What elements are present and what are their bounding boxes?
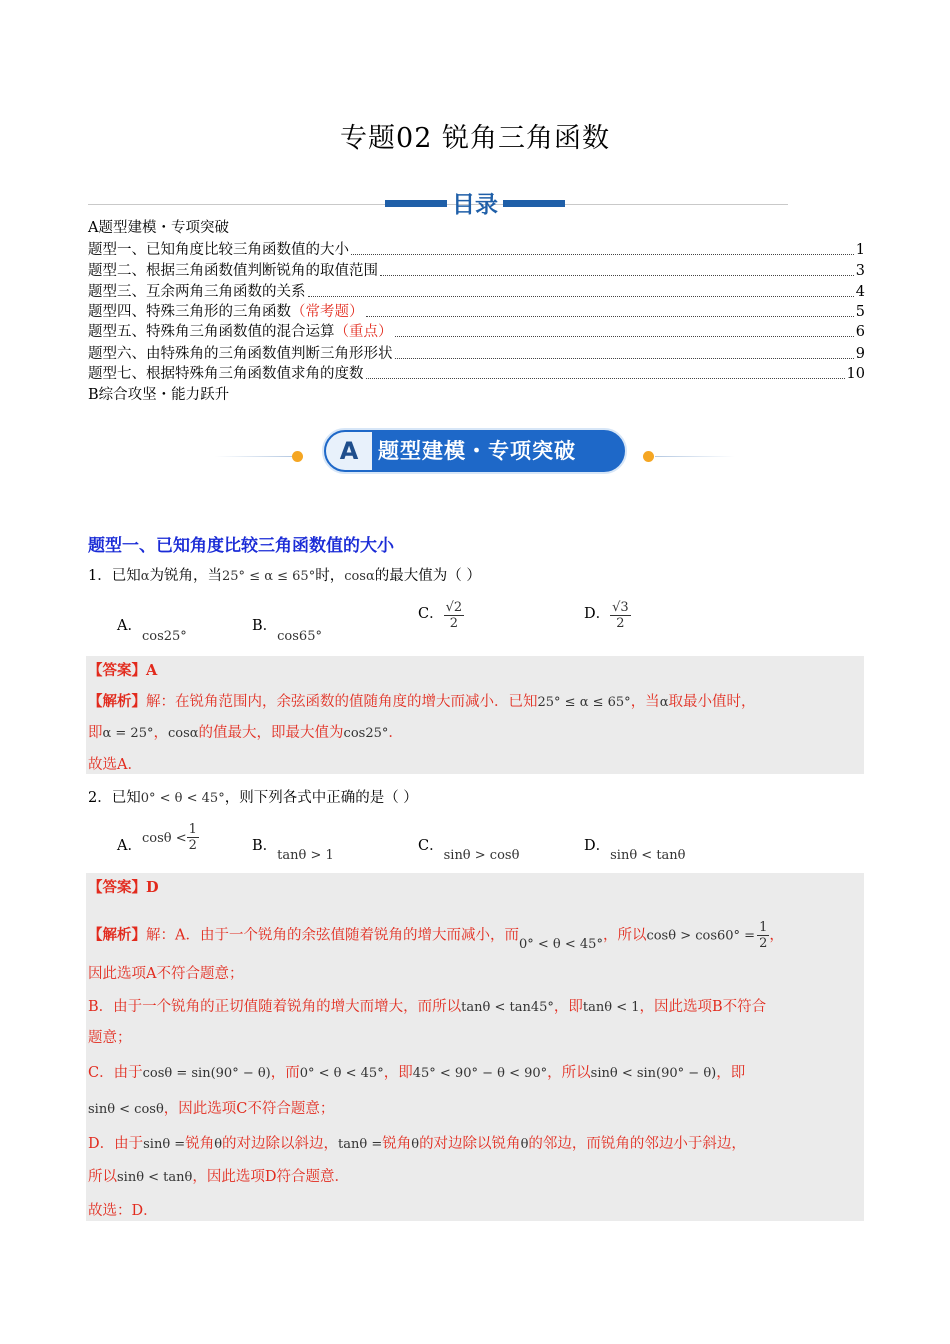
q1-option-a[interactable]: A．cos25° [117, 618, 187, 644]
toc-item[interactable]: 题型五、特殊角三角函数值的混合运算 （重点） 6 [88, 324, 865, 340]
q2-analysis-b-line-2: 题意； [88, 1030, 132, 1046]
banner-dot-right [643, 451, 654, 462]
q2-analysis-c-line-1: C．由于cosθ = sin(90° − θ)，而0° < θ < 45°，即45° < 90° − θ < 90°，所以sinθ < sin(90° − θ)，即 [88, 1065, 746, 1081]
banner-dot-left [292, 451, 303, 462]
q1-conclusion: 故选A． [88, 757, 142, 773]
q2-option-d[interactable]: D．sinθ < tanθ [584, 838, 686, 863]
q2-analysis-b-line-1: B．由于一个锐角的正切值随着锐角的增大而增大，而所以tanθ < tan45°，即tanθ < 1，因此选项B不符合 [88, 999, 767, 1015]
q1-analysis-line-2: 即α = 25°，cosα的值最大，即最大值为cos25°． [88, 725, 403, 741]
toc-item[interactable]: 题型三、互余两角三角函数的关系 4 [88, 284, 865, 300]
question-1-stem: 1．已知α为锐角，当25° ≤ α ≤ 65°时，cosα的最大值为（ ） [88, 568, 481, 584]
banner-line-right [655, 456, 735, 457]
q2-option-a[interactable]: A．cosθ < $\frac{1}{2}$ [117, 822, 197, 854]
toc-item[interactable]: 题型六、由特殊角的三角函数值判断三角形形状 9 [88, 346, 865, 362]
q1-analysis-line-1: 【解析】解：在锐角范围内，余弦函数的值随角度的增大而减小．已知25° ≤ α ≤ 65°，当α取最小值时， [88, 693, 756, 710]
toc-item[interactable]: 题型七、根据特殊角三角函数值求角的度数 10 [88, 366, 865, 382]
q2-analysis-c-line-2: sinθ < cosθ，因此选项C不符合题意； [88, 1101, 335, 1117]
q1-answer-box [86, 656, 864, 774]
q2-conclusion: 故选：D． [88, 1203, 158, 1219]
banner-letter: A [326, 432, 372, 470]
q2-analysis-a-line-2: 因此选项A不符合题意； [88, 966, 244, 982]
q2-option-c[interactable]: C．sinθ > cosθ [418, 838, 520, 863]
toc-item[interactable]: 题型一、已知角度比较三角函数值的大小 1 [88, 242, 865, 258]
q2-analysis-a-line-1: 【解析】解：A．由于一个锐角的余弦值随着锐角的增大而减小，而0° < θ < 45°，所以cosθ > cos60° = $\frac{1}{2}$ ， [88, 920, 784, 952]
toc-item[interactable]: A题型建模・专项突破 [88, 220, 229, 236]
q1-option-c[interactable]: C． $\frac{√2}{2}$ [418, 600, 463, 631]
q2-analysis-d-line-2: 所以sinθ < tanθ，因此选项D符合题意． [88, 1169, 349, 1185]
section-heading: 题型一、已知角度比较三角函数值的大小 [88, 536, 394, 556]
q2-answer: 【答案】D [88, 879, 159, 896]
question-2-stem: 2．已知0° < θ < 45°，则下列各式中正确的是（ ） [88, 790, 418, 806]
toc-item[interactable]: 题型二、根据三角函数值判断锐角的取值范围 3 [88, 263, 865, 279]
q1-option-b[interactable]: B．cos65° [252, 618, 322, 644]
toc-item[interactable]: 题型四、特殊三角形的三角函数 （常考题） 5 [88, 304, 865, 320]
q1-option-d[interactable]: D． $\frac{√3}{2}$ [584, 600, 629, 631]
q2-option-b[interactable]: B．tanθ > 1 [252, 838, 334, 863]
q2-analysis-d-line-1: D．由于sinθ =锐角θ的对边除以斜边，tanθ =锐角θ的对边除以锐角θ的邻边，而锐角的邻边小于斜边， [88, 1136, 746, 1152]
banner-line-left [215, 456, 295, 457]
banner-title: 题型建模・专项突破 [378, 439, 576, 463]
q1-answer: 【答案】A [88, 662, 158, 679]
toc-bar-right [503, 200, 565, 207]
document-title: 专题02 锐角三角函数 [340, 123, 610, 154]
toc-bar-left [385, 200, 447, 207]
toc-heading: 目录 [452, 192, 498, 218]
toc-item[interactable]: B综合攻坚・能力跃升 [88, 387, 230, 403]
